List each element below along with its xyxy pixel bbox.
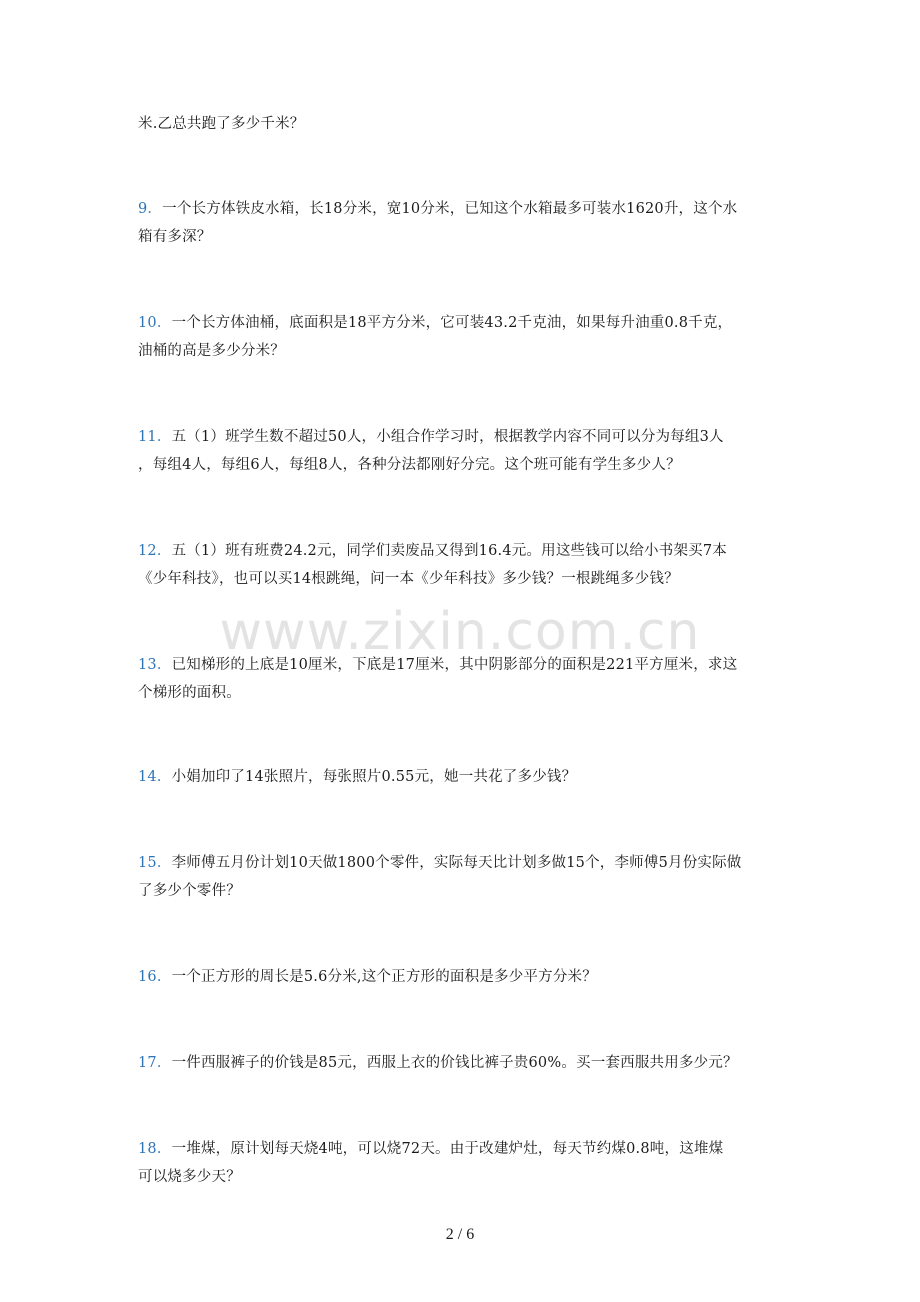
question-10-line-1: [138, 313, 732, 333]
question-number: 9．: [138, 201, 163, 217]
question-text: 李师傅五月份计划10天做1800个零件，实际每天比计划多做15个，李师傅5月份实际做: [171, 855, 742, 871]
question-number: 16．: [138, 969, 172, 985]
question-number: 10．: [138, 315, 172, 331]
question-15-line-2: 了多少个零件？: [138, 883, 241, 899]
question-number: 12．: [138, 543, 172, 559]
question-16-line-1: [138, 967, 597, 987]
question-text: 已知梯形的上底是10厘米，下底是17厘米，其中阴影部分的面积是221平方厘米，求这: [171, 657, 738, 673]
watermark: www.zixin.com.cn: [219, 602, 701, 662]
question-number: 15．: [138, 855, 172, 871]
continuation-text: 米.乙总共跑了多少千米？: [138, 116, 305, 132]
question-text: 一个长方体铁皮水箱，长18分米，宽10分米，已知这个水箱最多可装水1620升，这个水: [162, 201, 738, 217]
question-number: 14．: [138, 769, 172, 785]
question-text: 小娟加印了14张照片，每张照片0.55元，她一共花了多少钱？: [171, 769, 577, 785]
question-text: 五（1）班学生数不超过50人，小组合作学习时，根据教学内容不同可以分为每组3人: [171, 429, 724, 445]
question-11-line-1: [138, 427, 724, 447]
question-text: 一堆煤，原计划每天烧4吨，可以烧72天。由于改建炉灶，每天节约煤0.8吨，这堆煤: [171, 1141, 724, 1157]
question-number: 17．: [138, 1055, 172, 1071]
question-text: 一件西服裤子的价钱是85元，西服上衣的价钱比裤子贵60%。买一套西服共用多少元？: [171, 1055, 738, 1071]
question-18-line-1: [138, 1139, 723, 1159]
question-number: 18．: [138, 1141, 172, 1157]
question-text: 一个正方形的周长是5.6分米,这个正方形的面积是多少平方分米？: [171, 969, 597, 985]
question-text: 一个长方体油桶，底面积是18平方分米，它可装43.2千克油，如果每升油重0.8千克，: [171, 315, 733, 331]
question-17-line-1: [138, 1053, 738, 1073]
question-15-line-1: [138, 853, 742, 873]
question-9-line-1: [138, 199, 737, 219]
question-14-line-1: [138, 767, 576, 787]
page-number: 2 / 6: [445, 1226, 475, 1243]
question-9-line-2: 箱有多深？: [138, 229, 212, 245]
question-13-line-1: [138, 655, 737, 675]
question-13-line-2: 个梯形的面积。: [138, 685, 241, 701]
question-10-line-2: 油桶的高是多少分米？: [138, 343, 285, 359]
question-text: 五（1）班有班费24.2元，同学们卖废品又得到16.4元。用这些钱可以给小书架买7本: [171, 543, 727, 559]
question-number: 13．: [138, 657, 172, 673]
question-12-line-2: 《少年科技》，也可以买14根跳绳，问一本《少年科技》多少钱？一根跳绳多少钱？: [138, 571, 679, 587]
question-number: 11．: [138, 429, 172, 445]
question-12-line-1: [138, 541, 727, 561]
question-11-line-2: ，每组4人，每组6人，每组8人，各种分法都刚好分完。这个班可能有学生多少人？: [138, 457, 681, 473]
question-18-line-2: 可以烧多少天？: [138, 1169, 241, 1185]
